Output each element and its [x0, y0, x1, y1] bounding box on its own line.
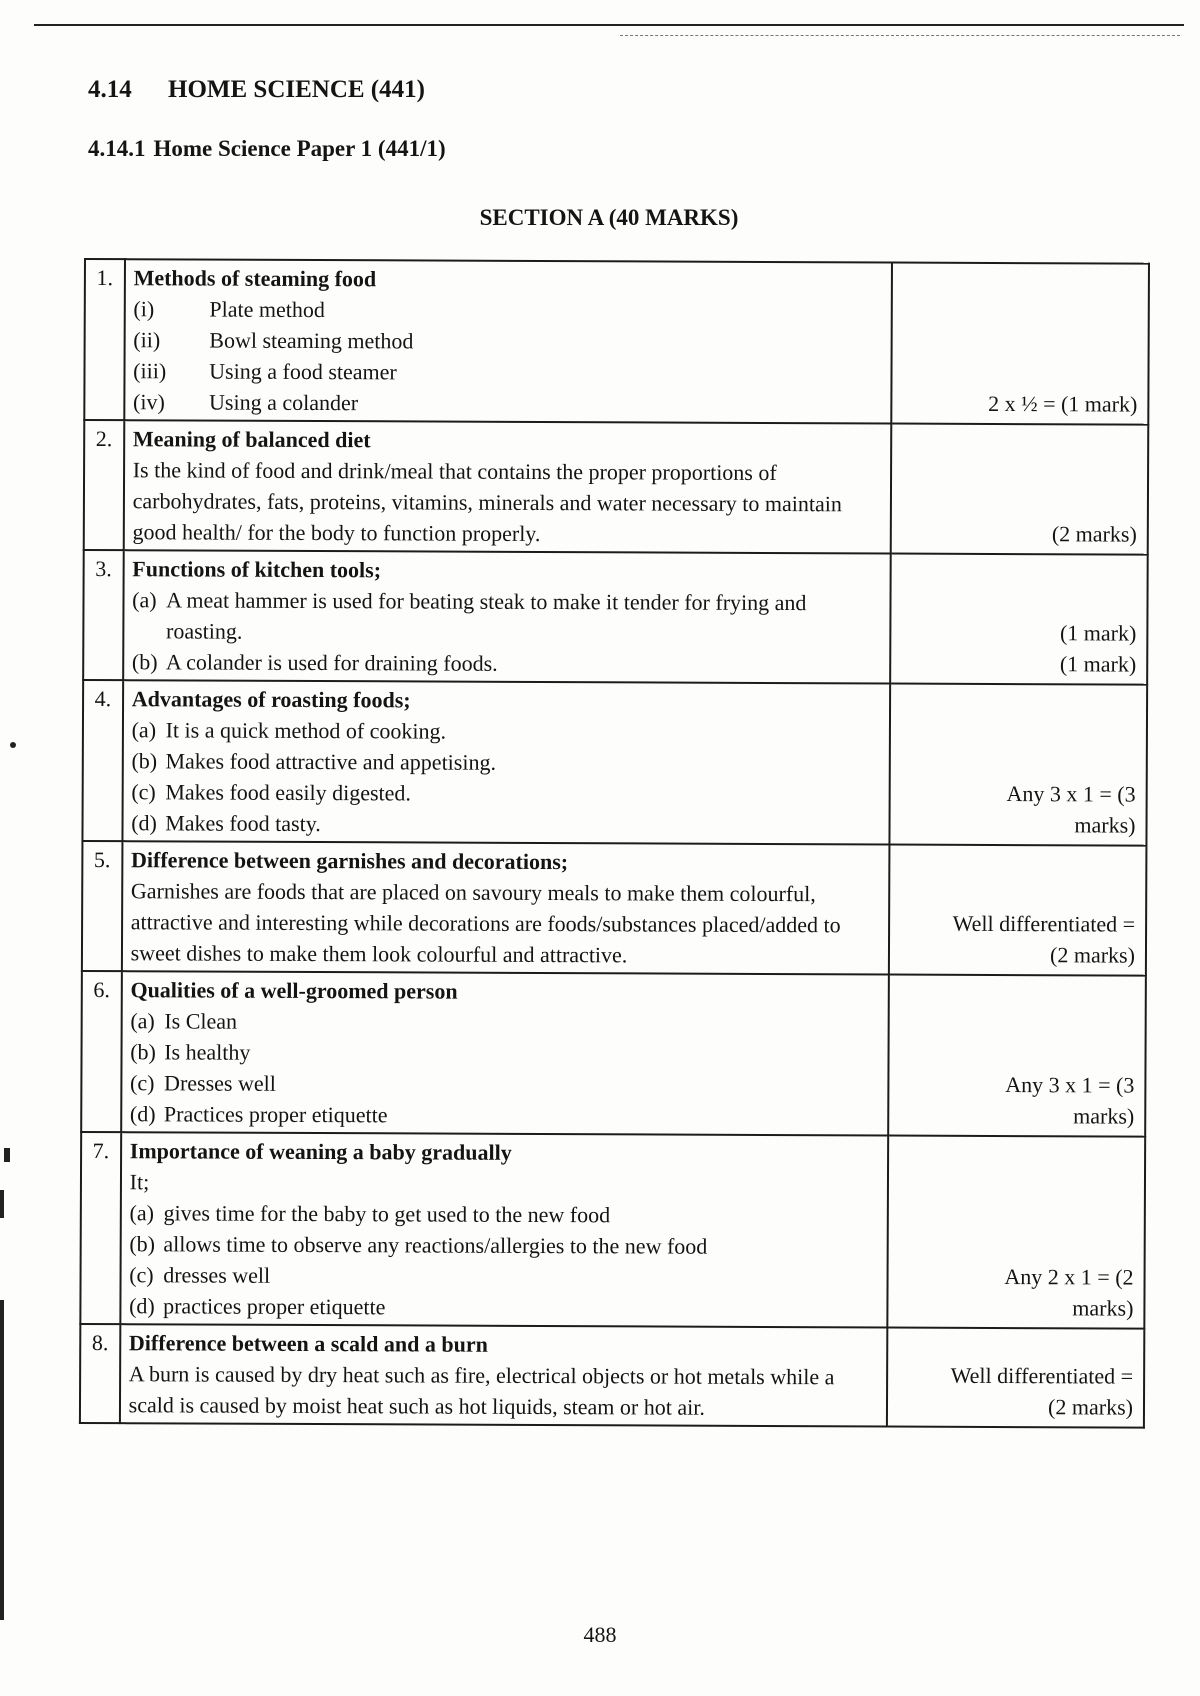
question-row: [84, 420, 1149, 555]
section-heading: [88, 76, 425, 104]
item-text: dresses well: [163, 1262, 271, 1288]
scan-mark: [0, 1300, 4, 1620]
marks-cell: [888, 975, 1146, 1137]
question-title: Functions of kitchen tools;: [132, 556, 382, 583]
item-label: (a): [131, 717, 157, 743]
question-row: [80, 1132, 1145, 1329]
item-label: (b): [130, 1039, 156, 1065]
list-item: [130, 1098, 877, 1132]
item-label: (d): [129, 1101, 156, 1127]
item-text: Plate method: [209, 296, 326, 323]
item-text: Dresses well: [164, 1070, 276, 1096]
marks-cell: [889, 684, 1147, 846]
list-item: [131, 745, 878, 779]
list-item: [129, 1197, 876, 1231]
answer-cell: [120, 1132, 888, 1327]
item-label: (b): [129, 1231, 156, 1257]
question-row: [83, 550, 1148, 685]
question-title: Difference between a scald and a burn: [128, 1330, 488, 1357]
marks-text: (2 marks): [1049, 942, 1136, 968]
list-item: [133, 324, 880, 358]
question-number: 6.: [81, 971, 121, 1132]
item-label: (iv): [133, 389, 165, 415]
question-number: 5.: [82, 841, 122, 971]
list-item: [133, 355, 880, 389]
answer-cell: [122, 680, 890, 844]
question-title: Importance of weaning a baby gradually: [129, 1138, 512, 1165]
item-text: A meat hammer is used for beating steak to make it tender for frying and roasting.: [166, 587, 807, 644]
page-number: 488: [583, 1622, 617, 1647]
item-label: (b): [131, 748, 158, 774]
scan-mark: [0, 1190, 4, 1218]
marks-text: (1 mark): [1059, 651, 1137, 677]
item-label: (c): [130, 1070, 155, 1096]
answer-intro: It;: [129, 1169, 150, 1195]
question-title: Methods of steaming food: [133, 265, 377, 292]
answer-cell: [123, 550, 891, 683]
item-label: (d): [131, 810, 157, 836]
item-label: (c): [131, 779, 156, 805]
subsection-title: Home Science Paper 1 (441/1): [153, 136, 446, 161]
question-row: [82, 841, 1147, 976]
list-item: [130, 1005, 877, 1039]
item-text: Is healthy: [164, 1039, 251, 1065]
item-label: (d): [129, 1293, 155, 1319]
question-number: 3.: [83, 550, 123, 680]
item-label: (b): [131, 649, 158, 675]
answer-text: A burn is caused by dry heat such as fire, electrical objects or hot metals while a scald is caused by moist heat such as hot liquids, steam or hot air.: [128, 1361, 835, 1420]
item-text: Practices proper etiquette: [163, 1101, 388, 1128]
question-row: [80, 1324, 1144, 1428]
marks-text: Any 3 x 1 = (3: [1005, 1072, 1135, 1098]
marks-text: Well differentiated =: [950, 1362, 1134, 1389]
list-item: [132, 714, 879, 748]
marks-text: (2 marks): [1048, 1394, 1134, 1420]
answer-text: Garnishes are foods that are placed on savoury meals to make them colourful, attractive and interesting while decorations are foods/substances placed/added to sweet dishes to make them look colourful and attractive.: [130, 878, 841, 968]
answer-cell: [123, 420, 891, 553]
item-label: (iii): [133, 358, 167, 384]
marks-cell: [889, 845, 1147, 976]
marks-text: Any 2 x 1 = (2: [1004, 1264, 1134, 1290]
item-text: A colander is used for draining foods.: [165, 649, 498, 676]
item-text: Using a colander: [209, 389, 359, 416]
marks-cell: [890, 424, 1148, 555]
item-text: It is a quick method of cooking.: [165, 717, 447, 744]
marks-text: (2 marks): [1051, 521, 1137, 547]
answer-cell: [121, 971, 889, 1135]
list-item: [132, 646, 879, 680]
item-text: Bowl steaming method: [209, 327, 414, 354]
answer-text: Is the kind of food and drink/meal that contains the proper proportions of carbohydrates, fats, proteins, vitamins, minerals and water necessary to maintain good health/ for the body to function properly.: [132, 457, 842, 546]
list-item: [130, 1036, 877, 1070]
marks-text: 2 x ½ = (1 mark): [988, 390, 1138, 417]
scan-mark: [4, 1148, 10, 1162]
question-row: [82, 680, 1147, 846]
subsection-number: 4.14.1: [88, 136, 146, 161]
question-number: 4.: [82, 680, 122, 841]
item-text: Makes food tasty.: [165, 810, 321, 837]
question-number: 7.: [80, 1132, 121, 1324]
marks-text: marks): [1074, 812, 1136, 838]
question-number: 1.: [84, 259, 124, 420]
answer-cell: [124, 259, 892, 423]
top-rule: [34, 24, 1184, 26]
item-text: gives time for the baby to get used to the new food: [163, 1200, 611, 1228]
item-text: practices proper etiquette: [163, 1293, 386, 1320]
question-title: Meaning of balanced diet: [132, 426, 371, 453]
list-item: [133, 293, 880, 327]
marks-text: Well differentiated =: [952, 910, 1136, 937]
item-text: Makes food easily digested.: [165, 779, 412, 806]
question-title: Difference between garnishes and decorations;: [131, 847, 569, 875]
section-title: HOME SCIENCE (441): [168, 76, 425, 103]
item-label: (a): [132, 587, 157, 613]
list-item: [129, 1259, 876, 1293]
answer-cell: [122, 841, 890, 974]
answer-cell: [120, 1324, 888, 1426]
item-text: Using a food steamer: [209, 358, 397, 385]
list-item: [131, 776, 878, 810]
question-number: 8.: [80, 1324, 120, 1423]
top-rule-dashed: [620, 35, 1180, 36]
question-title: Advantages of roasting foods;: [131, 686, 411, 713]
item-text: Is Clean: [164, 1008, 238, 1034]
marks-text: Any 3 x 1 = (3: [1006, 781, 1136, 807]
item-label: (a): [129, 1200, 154, 1226]
marks-text: marks): [1073, 1103, 1135, 1129]
marks-text: (1 mark): [1059, 620, 1137, 646]
question-row: [84, 259, 1149, 425]
subsection-heading: [88, 136, 446, 162]
marks-cell: [887, 1136, 1145, 1329]
list-item: [129, 1290, 876, 1324]
item-text: allows time to observe any reactions/allergies to the new food: [163, 1231, 708, 1259]
question-row: [81, 971, 1146, 1137]
question-title: Qualities of a well-groomed person: [130, 977, 458, 1004]
question-number: 2.: [84, 420, 124, 550]
marks-cell: [887, 1328, 1145, 1428]
item-label: (a): [130, 1008, 155, 1034]
list-item: [132, 584, 879, 649]
marks-text: marks): [1072, 1295, 1134, 1321]
marks-cell: [891, 263, 1149, 425]
item-label: (c): [129, 1262, 154, 1288]
list-item: [131, 807, 878, 841]
item-label: (ii): [133, 327, 161, 353]
part-title: SECTION A (40 MARKS): [479, 205, 739, 230]
marking-scheme-table: [79, 258, 1150, 1429]
scan-dot: [10, 742, 16, 748]
list-item: [129, 1228, 876, 1262]
marks-cell: [890, 554, 1148, 685]
section-number: 4.14: [88, 76, 132, 103]
item-text: Makes food attractive and appetising.: [165, 748, 497, 775]
list-item: [133, 386, 880, 420]
item-label: (i): [133, 296, 155, 322]
list-item: [130, 1067, 877, 1101]
